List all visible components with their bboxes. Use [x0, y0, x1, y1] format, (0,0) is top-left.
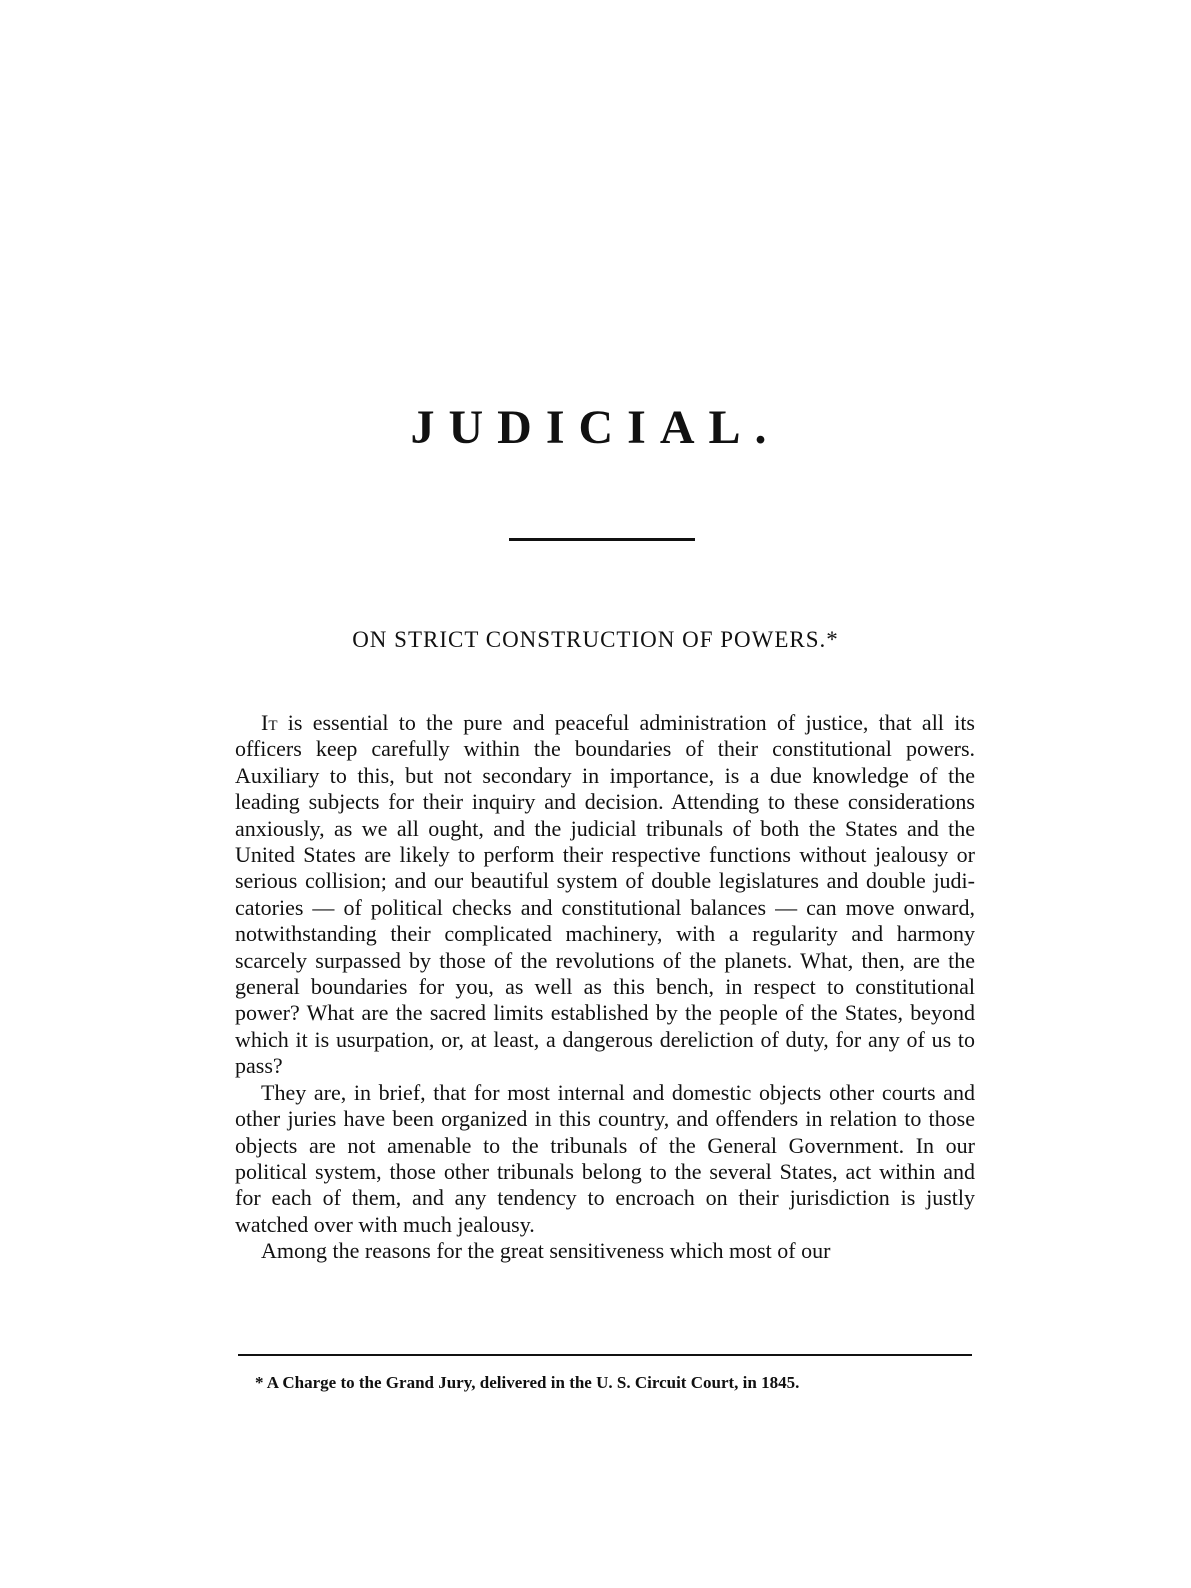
paragraph-1-lead: It: [261, 710, 278, 735]
paragraph-1: [235, 710, 975, 1080]
title-rule: [509, 538, 695, 541]
footnote: * A Charge to the Grand Jury, delivered in the U. S. Circuit Court, in 1845.: [255, 1373, 800, 1392]
paragraph-2-text: They are, in brief, that for most internal and domestic objects other courts and other juries have been organized in this country, and offenders in relation to those objects are not amenable to the tribunals of the General Government. In our political system, those other tribunals belong to the several States, act within and for each of them, and any tendency to encroach on their jurisdiction is justly watched over with much jealousy.: [235, 1079, 975, 1237]
chapter-heading: ON STRICT CONSTRUCTION OF POWERS.*: [352, 627, 839, 652]
footnote-rule: [238, 1354, 972, 1356]
section-title: JUDICIAL.: [410, 401, 781, 454]
body-text: [235, 710, 975, 1265]
paragraph-3: [235, 1238, 975, 1264]
paragraph-1-text: is essential to the pure and peaceful administration of justice, that all its officers keep carefully within the boundaries of their constitutional powers. Auxiliary to this, but not secondary in importance, is a due knowledge of the leading subjects for their inquiry and decision. Attending to these considerations anxiously, as we all ought, and the judicial tribunals of both the States and the United States are likely to perform their respective functions without jealousy or serious collision; and our beautiful system of double legislatures and double judicatories — of political checks and constitutional balances — can move onward, notwithstanding their complicated machinery, with a regularity and harmony scarcely surpassed by those of the revolutions of the planets. What, then, are the general boundaries for you, as well as this bench, in respect to constitutional power? What are the sacred limits established by the people of the States, beyond which it is usurpation, or, at least, a dangerous dereliction of duty, for any of us to pass?: [235, 710, 975, 1079]
paragraph-2: [235, 1080, 975, 1238]
paragraph-3-text: Among the reasons for the great sensitiveness which most of our: [261, 1238, 831, 1264]
